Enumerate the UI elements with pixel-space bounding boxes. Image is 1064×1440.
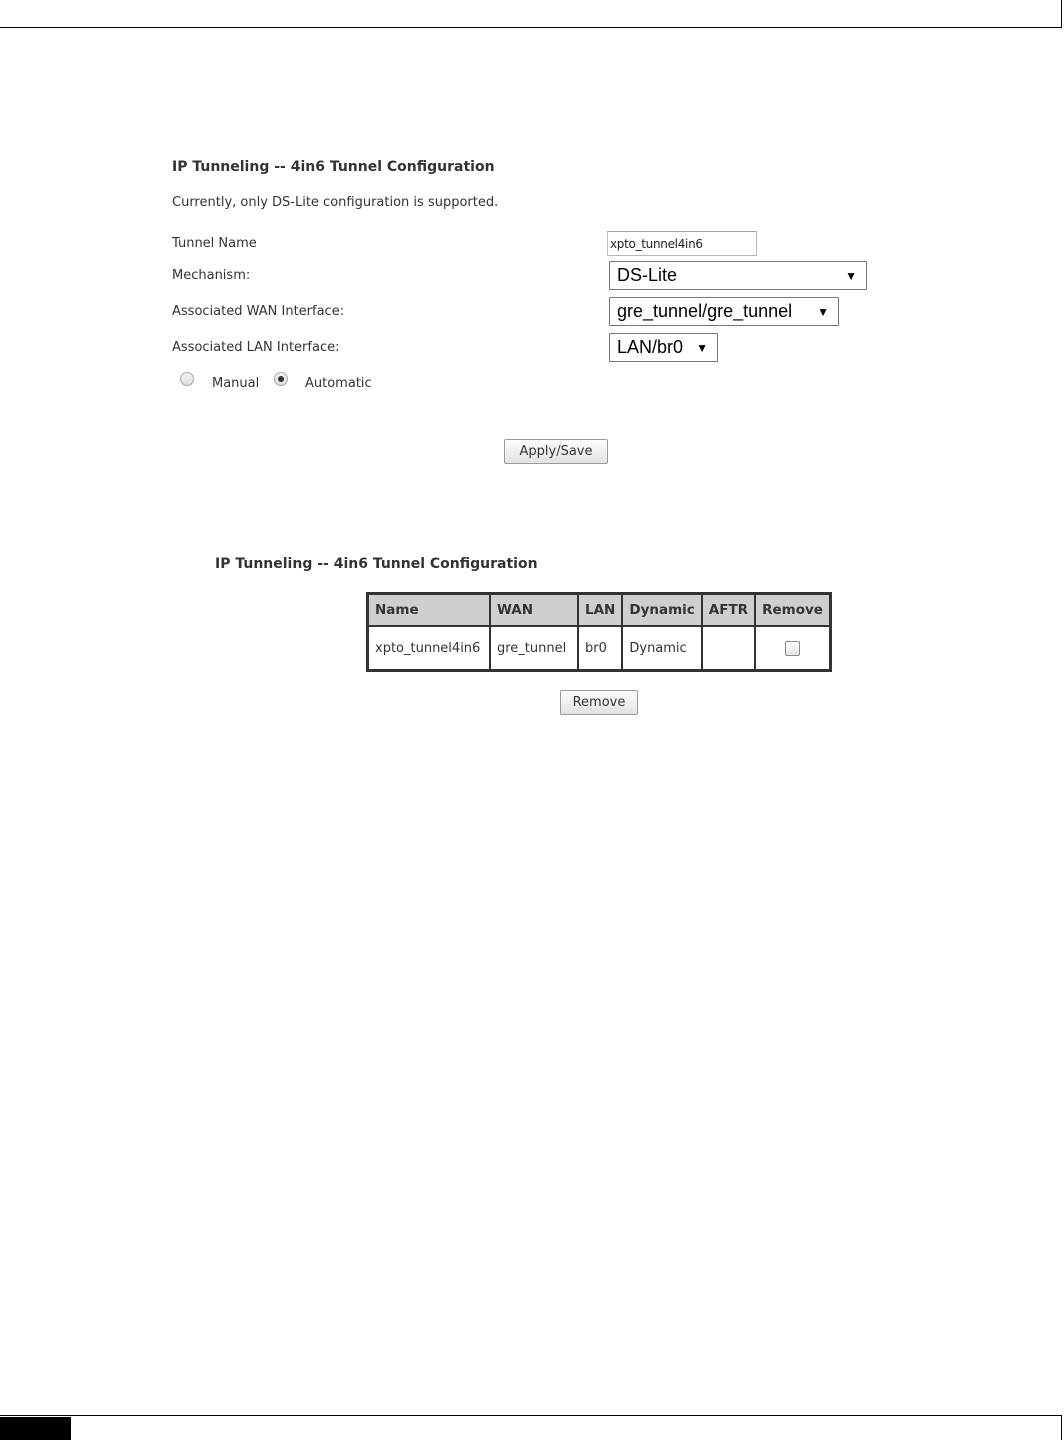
cell-name: xpto_tunnel4in6 — [368, 626, 490, 670]
table-header-row — [368, 594, 830, 626]
tunnel-name-input[interactable] — [607, 231, 757, 256]
wan-interface-select[interactable] — [609, 297, 839, 326]
col-name: Name — [368, 594, 490, 626]
automatic-radio[interactable] — [274, 372, 288, 386]
tunnel-name-label: Tunnel Name — [172, 236, 257, 251]
lan-interface-label: Associated LAN Interface: — [172, 340, 340, 355]
col-lan: LAN — [578, 594, 622, 626]
cell-dynamic: Dynamic — [622, 626, 701, 670]
col-wan: WAN — [490, 594, 578, 626]
page-footer-rule — [0, 1415, 1062, 1440]
list-title: IP Tunneling -- 4in6 Tunnel Configuration — [215, 556, 538, 572]
wan-interface-label: Associated WAN Interface: — [172, 304, 345, 319]
lan-interface-select[interactable] — [609, 333, 718, 362]
col-remove: Remove — [755, 594, 830, 626]
support-note: Currently, only DS-Lite configuration is supported. — [172, 195, 499, 210]
cell-remove — [755, 626, 830, 670]
remove-checkbox[interactable] — [785, 641, 800, 656]
cell-aftr — [702, 626, 755, 670]
remove-button[interactable]: Remove — [560, 690, 638, 715]
automatic-radio-label: Automatic — [305, 376, 372, 391]
manual-radio-label: Manual — [212, 376, 260, 391]
page-number-tab — [0, 1417, 71, 1440]
mechanism-select-value: DS-Lite — [617, 265, 678, 285]
table-row — [368, 626, 830, 670]
chevron-down-icon: ▼ — [696, 340, 708, 355]
chevron-down-icon: ▼ — [817, 304, 829, 319]
mechanism-label: Mechanism: — [172, 268, 251, 283]
tunnel-table — [366, 592, 832, 672]
chevron-down-icon: ▼ — [845, 268, 857, 283]
col-aftr: AFTR — [702, 594, 755, 626]
lan-interface-select-value: LAN/br0 — [617, 337, 684, 357]
mechanism-select[interactable] — [609, 261, 867, 290]
apply-save-button[interactable]: Apply/Save — [504, 439, 608, 464]
wan-interface-select-value: gre_tunnel/gre_tunnel — [617, 301, 793, 321]
config-title: IP Tunneling -- 4in6 Tunnel Configuration — [172, 159, 495, 175]
col-dynamic: Dynamic — [622, 594, 701, 626]
page-header-rule — [0, 0, 1062, 28]
manual-radio[interactable] — [180, 372, 194, 386]
cell-wan: gre_tunnel — [490, 626, 578, 670]
cell-lan: br0 — [578, 626, 622, 670]
